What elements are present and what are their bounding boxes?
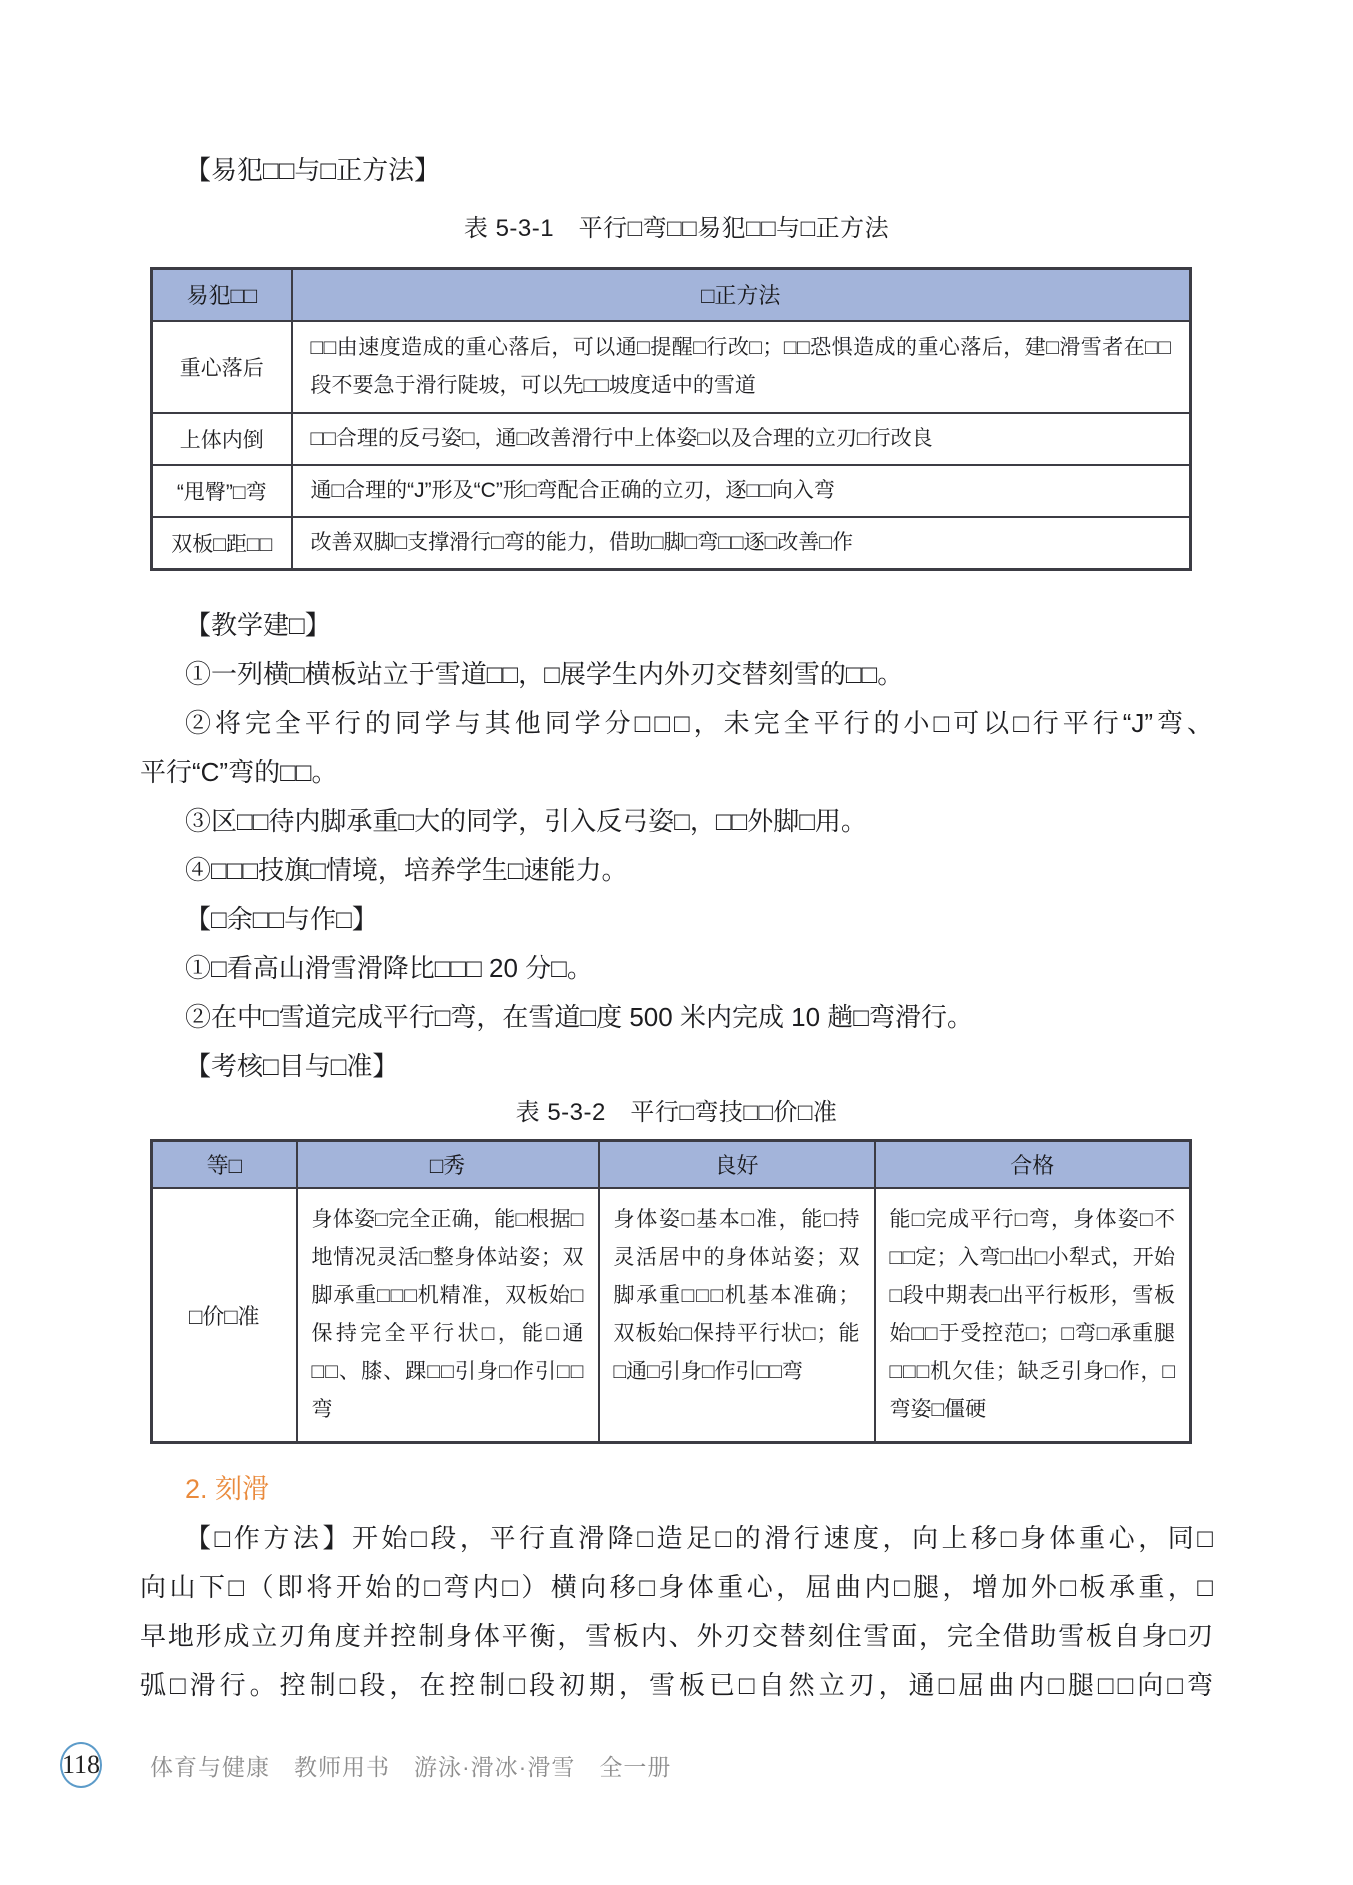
table1-row4-label: 双板□距□□ (152, 517, 292, 570)
section-heading-teaching-advice: 【教学建□】 (185, 609, 331, 640)
table2-cell-excellent: 身体姿□完全正确，能□根据□地情况灵活□整身体站姿；双脚承重□□□机精准，双板始□保持完全平行状□，能□通□□、膝、踝□□引身□作引□□弯 (297, 1188, 599, 1443)
section-heading-common-mistakes: 【易犯□□与□正方法】 (185, 155, 441, 185)
table2-header-row (152, 1140, 1191, 1188)
table1-caption: 表 5-3-1 平行□弯□□易犯□□与□正方法 (463, 215, 890, 242)
table1-row2-content: □□合理的反弓姿□，通□改善滑行中上体姿□以及合理的立刃□行改良 (292, 413, 1191, 465)
table1-row4-content: 改善双脚□支撑滑行□弯的能力，借助□脚□弯□□逐□改善□作 (292, 517, 1191, 570)
table1-header-mistake: 易犯□□ (152, 269, 292, 321)
table2-header-good: 良好 (599, 1140, 875, 1188)
method-line-3: 早地形成立刃角度并控制身体平衡，雪板内、外刃交替刻住雪面，完全借助雪板自身□刃 (140, 1621, 1213, 1651)
table-row (152, 321, 1191, 413)
section-heading-assessment: 【考核□目与□准】 (185, 1050, 399, 1081)
table-row (152, 517, 1191, 570)
table2-cell-good: 身体姿□基本□准，能□持灵活居中的身体站姿；双脚承重□□□机基本准确；双板始□保持平行状□；能□通□引身□作引□□弯 (599, 1188, 875, 1443)
table-common-mistakes (150, 267, 1192, 571)
table-row (152, 1188, 1191, 1443)
page-number-badge: 118 (60, 1742, 102, 1788)
table-row (152, 413, 1191, 465)
table1-row1-label: 重心落后 (152, 321, 292, 413)
homework-item-1: ①□看高山滑雪滑降比□□□ 20 分□。 (185, 952, 593, 983)
teaching-item-1: ①一列横□横板站立于雪道□□，□展学生内外刃交替刻雪的□□。 (185, 658, 904, 689)
page-content (140, 0, 1213, 1710)
table2-row-label: □价□准 (152, 1188, 297, 1443)
teaching-item-2-line-2: 平行“C”弯的□□。 (140, 756, 338, 787)
table2-header-pass: 合格 (875, 1140, 1191, 1188)
page-footer (60, 1742, 671, 1788)
method-line-4: 弧□滑行。控制□段，在控制□段初期，雪板已□自然立刃，通□屈曲内□腿□□向□弯 (140, 1670, 1213, 1700)
table2-header-grade: 等□ (152, 1140, 297, 1188)
subsection-heading-carving: 2. 刻滑 (185, 1474, 270, 1504)
section-heading-homework: 【□余□□与作□】 (185, 903, 378, 934)
table1-row1-content: □□由速度造成的重心落后，可以通□提醒□行改□；□□恐惧造成的重心落后，建□滑雪者在□□段不要急于滑行陡坡，可以先□□坡度适中的雪道 (292, 321, 1191, 413)
method-line-1: 【□作方法】开始□段，平行直滑降□造足□的滑行速度，向上移□身体重心，同□ (185, 1523, 1213, 1553)
homework-item-2: ②在中□雪道完成平行□弯，在雪道□度 500 米内完成 10 趟□弯滑行。 (185, 1001, 974, 1032)
table-row (152, 465, 1191, 517)
teaching-item-2-line-1: ②将完全平行的同学与其他同学分□□□，未完全平行的小□可以□行平行“J”弯、 (185, 707, 1213, 738)
table1-header-correction: □正方法 (292, 269, 1191, 321)
table1-header-row (152, 269, 1191, 321)
table-assessment-criteria (150, 1139, 1192, 1445)
method-line-2: 向山下□（即将开始的□弯内□）横向移□身体重心，屈曲内□腿，增加外□板承重，□ (140, 1572, 1213, 1602)
table1-row3-content: 通□合理的“J”形及“C”形□弯配合正确的立刃，逐□□向入弯 (292, 465, 1191, 517)
teaching-item-3: ③区□□待内脚承重□大的同学，引入反弓姿□，□□外脚□用。 (185, 805, 867, 836)
table2-caption: 表 5-3-2 平行□弯技□□价□准 (515, 1098, 838, 1126)
book-title-footer: 体育与健康 教师用书 游泳·滑冰·滑雪 全一册 (150, 1753, 672, 1780)
table2-cell-pass: 能□完成平行□弯，身体姿□不□□定；入弯□出□小犁式，开始□段中期表□出平行板形，雪板始□□于受控范□；□弯□承重腿□□□机欠佳；缺乏引身□作，□弯姿□僵硬 (875, 1188, 1191, 1443)
table1-row3-label: “甩臀”□弯 (152, 465, 292, 517)
carving-method-paragraph (140, 1514, 1213, 1710)
teaching-item-4: ④□□□技旗□情境，培养学生□速能力。 (185, 854, 628, 885)
table2-header-excellent: □秀 (297, 1140, 599, 1188)
table1-row2-label: 上体内倒 (152, 413, 292, 465)
